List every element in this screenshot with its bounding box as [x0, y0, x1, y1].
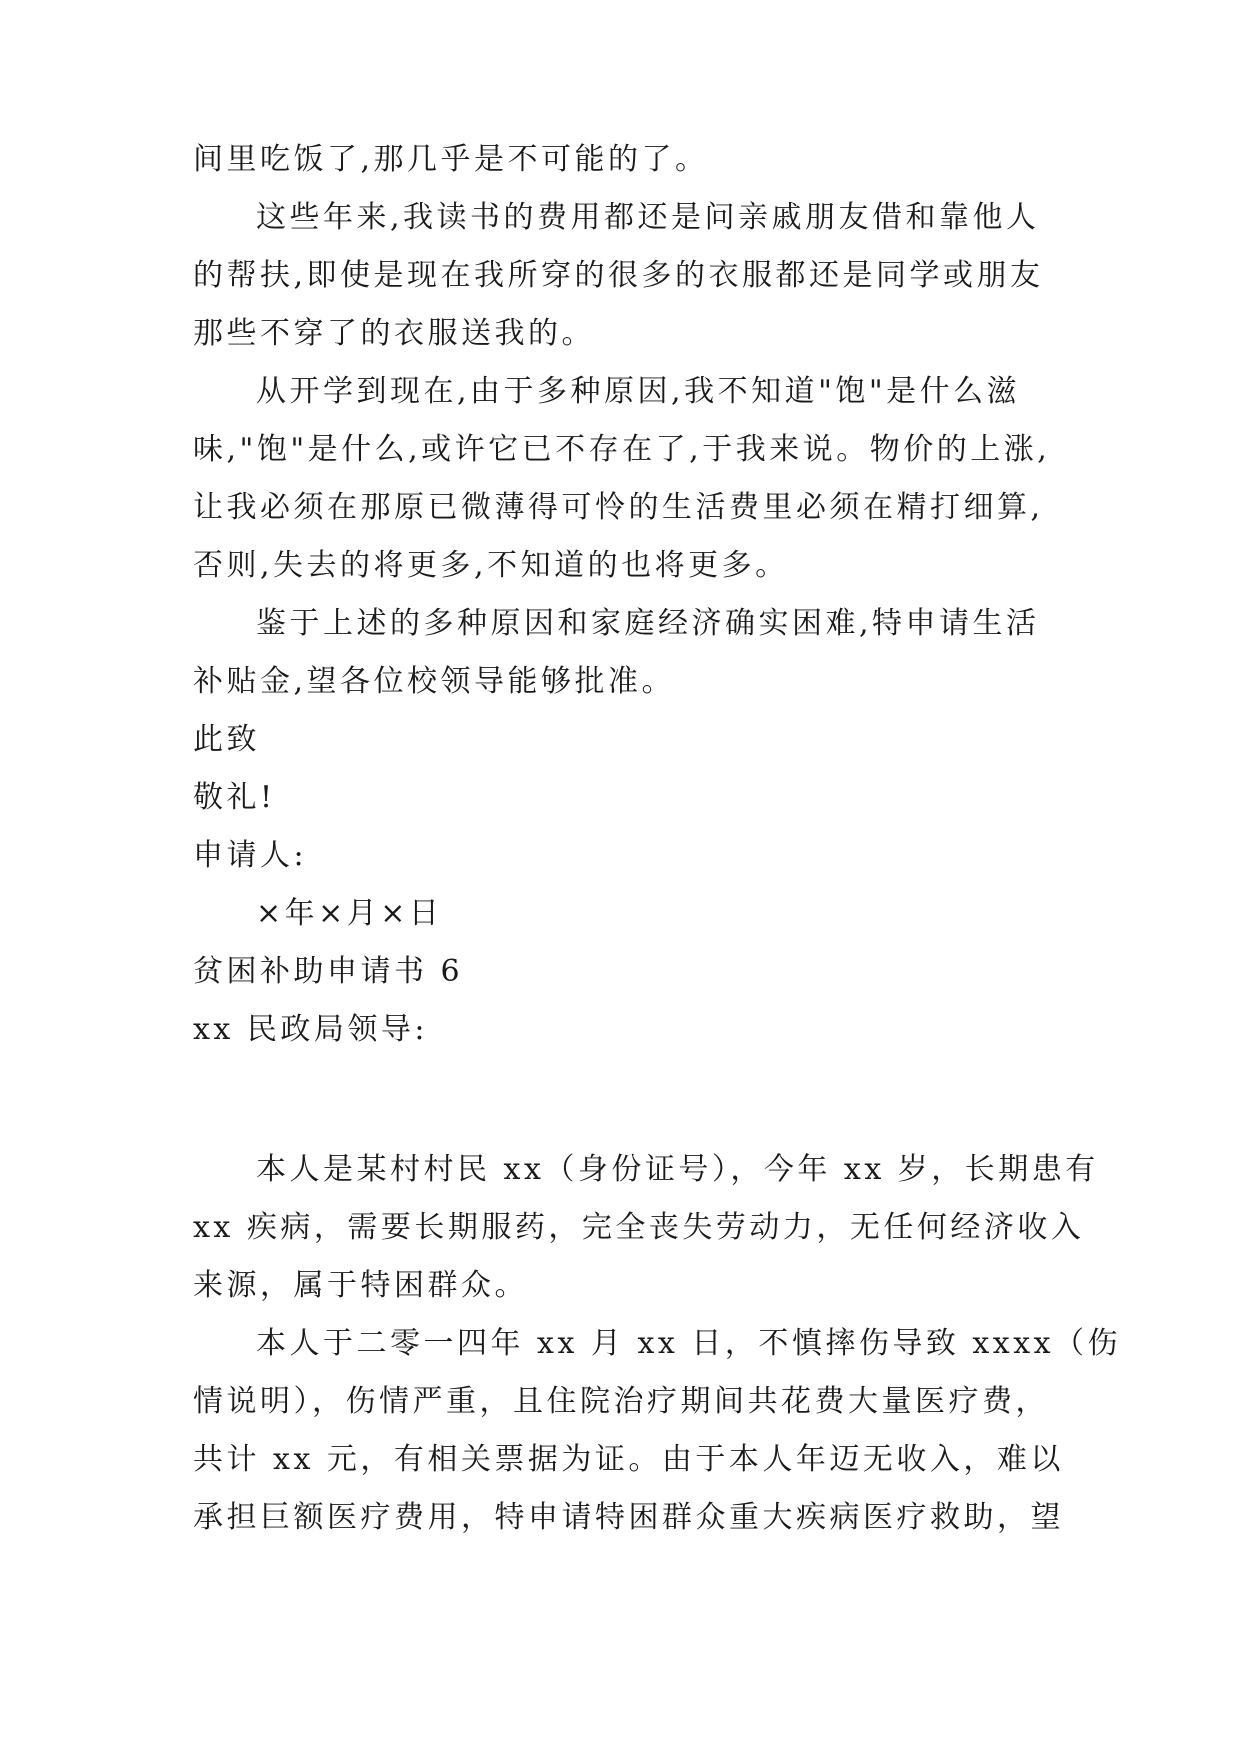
section-title: 贫困补助申请书 6	[193, 954, 464, 989]
text-line-22: 共计 xx 元，有相关票据为证。由于本人年迈无收入，难以	[193, 1442, 1064, 1477]
text-line-2: 这些年来,我读书的费用都还是问亲戚朋友借和靠他人	[256, 200, 1040, 235]
applicant-line: 申请人:	[193, 838, 308, 873]
text-line-1: 间里吃饭了,那几乎是不可能的了。	[193, 142, 709, 177]
text-line-23: 承担巨额医疗费用，特申请特困群众重大疾病医疗救助，望	[193, 1500, 1064, 1535]
text-line-6: 味,"饱"是什么,或许它已不存在了,于我来说。物价的上涨,	[193, 432, 1051, 467]
text-line-10: 补贴金,望各位校领导能够批准。	[193, 664, 676, 699]
addressee-line: xx 民政局领导:	[193, 1012, 428, 1047]
text-line-3: 的帮扶,即使是现在我所穿的很多的衣服都还是同学或朋友	[193, 258, 1044, 293]
text-line-17: 本人是某村村民 xx（身份证号），今年 xx 岁，长期患有	[256, 1152, 1099, 1187]
text-line-8: 否则,失去的将更多,不知道的也将更多。	[193, 548, 789, 583]
text-line-9: 鉴于上述的多种原因和家庭经济确实困难,特申请生活	[256, 606, 1040, 641]
text-line-21: 情说明），伤情严重，且住院治疗期间共花费大量医疗费，	[193, 1384, 1049, 1419]
text-line-18: xx 疾病，需要长期服药，完全丧失劳动力，无任何经济收入	[193, 1210, 1085, 1245]
text-line-7: 让我必须在那原已微薄得可怜的生活费里必须在精打细算,	[193, 490, 1044, 525]
text-line-5: 从开学到现在,由于多种原因,我不知道"饱"是什么滋	[256, 374, 1021, 409]
text-line-20: 本人于二零一四年 xx 月 xx 日，不慎摔伤导致 xxxx（伤	[256, 1326, 1122, 1361]
salutation-line: 此致	[193, 722, 260, 757]
text-line-4: 那些不穿了的衣服送我的。	[193, 316, 595, 351]
date-line: ×年×月×日	[256, 896, 443, 931]
text-line-19: 来源，属于特困群众。	[193, 1268, 528, 1303]
respect-line: 敬礼!	[193, 780, 276, 815]
